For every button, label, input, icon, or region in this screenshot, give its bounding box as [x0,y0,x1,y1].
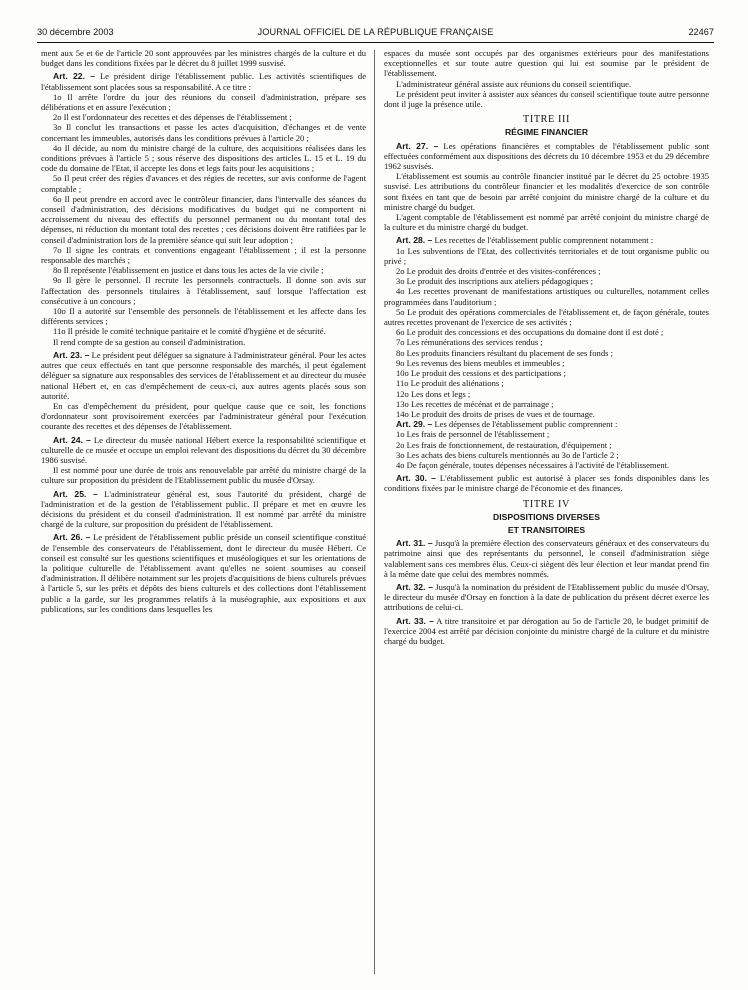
paragraph [384,368,709,378]
article-label: Art. 24. – [53,434,91,445]
left-column [41,48,366,978]
paragraph-text: Jusqu'à la première élection des conservateurs généraux et des conservateurs du patrimoine ainsi que des représentants du personnel, le conseil d'administration siège valablement sans ces membres élus. Ceux-ci siègent dès leur élection et leur mandat prend fin à la même date que celui des membres nommés. [384,538,709,579]
paragraph-text: 2o Les frais de fonctionnement, de restauration, d'équipement ; [396,439,612,450]
paragraph [384,429,709,439]
article-paragraph [41,489,366,530]
article-paragraph [41,71,366,91]
running-header [37,27,714,41]
paragraph-text: L'établissement public est autorisé à placer ses fonds disponibles dans les conditions fixées par le ministre chargé de l'économie et des finances. [384,473,709,494]
paragraph-text: En cas d'empêchement du président, pour quelque cause que ce soit, les fonctions d'ordonnateur sont provisoirement exercées par l'administrateur général pour l'exécution courante des recettes et des dépenses de l'établissement. [41,400,366,432]
paragraph-text: A titre transitoire et par dérogation au 5o de l'article 20, le budget primitif de l'exercice 2004 est arrêté par décision conjointe du ministre chargé de la culture et du ministre chargé du budget. [384,615,709,646]
header-date: 30 décembre 2003 [37,27,114,37]
paragraph [384,348,709,358]
paragraph [384,276,709,286]
article-label: Art. 31. – [396,538,433,549]
paragraph-text: 2o Il est l'ordonnateur des recettes et des dépenses de l'établissement ; [53,112,292,123]
paragraph [41,275,366,306]
paragraph [384,89,709,109]
paragraph-text: 10o Le produit des cessions et des participations ; [396,368,566,379]
article-label: Art. 29. – [396,419,433,430]
paragraph-text: 8o Les produits financiers résultant du placement de ses fonds ; [396,347,613,358]
article-label: Art. 33. – [396,615,434,626]
paragraph-text: 11o Il préside le comité technique paritaire et le comité d'hygiène et de sécurité. [53,326,326,337]
paragraph [384,212,709,232]
paragraph-text: espaces du musée sont occupés par des organismes extérieurs pour des manifestations exceptionnelles et sur toute autre question qui lui est soumise par le président de l'établissement. [384,48,709,79]
header-page-number: 22467 [688,27,714,37]
paragraph-text: 3o Il conclut les transactions et passe les actes d'acquisition, d'échanges et de vente concernant les immeubles, autorisés dans les conditions prévues à l'article 20 ; [41,122,366,143]
paragraph [41,143,366,174]
paragraph [384,286,709,306]
paragraph-text: 6o Il peut prendre en accord avec le contrôleur financier, dans l'intervalle des séances du conseil d'administration, des décisions modificatives du budget qui ne comportent ni accroissement du niveau des effectifs du personnel permanent ou du montant total des dépenses, ni réduction du montant total des recettes ; ces décisions doivent être ratifiées par le conseil d'administration lors de la première séance qui suit leur adoption ; [41,193,366,245]
paragraph [384,389,709,399]
right-column [384,48,709,978]
article-label: Art. 26. – [53,532,91,543]
article-paragraph [41,532,366,614]
paragraph [384,460,709,470]
article-label: Art. 32. – [396,581,433,592]
article-paragraph [41,435,366,466]
article-label: Art. 27. – [396,140,439,151]
paragraph-text: 1o Il arrête l'ordre du jour des réunions du conseil d'administration, prépare ses délibérations et en assure l'exécution ; [41,91,366,113]
article-paragraph [384,616,709,647]
paragraph-text: 5o Il peut créer des régies d'avances et des régies de recettes, sur avis conforme de l'agent comptable ; [41,173,366,194]
paragraph-text: Le président de l'établissement public préside un conseil scientifique constitué de l'ensemble des conservateurs de l'établissement, dont le directeur du musée Hébert. Ce conseil est consulté sur les questions scientifiques et muséologiques et sur les orientations de la politique culturelle de l'établissement avant qu'elles ne soient soumises au conseil d'administration. Il délibère notamment sur les projets d'acquisitions de biens culturels prévues à l'article 5, sur les prêts et dépôts des biens culturels et des collections dont l'établissement public a la garde, sur les programmes relatifs à la muséographie, aux expositions et aux publications, sur les conditions dans lesquelles les [41,532,366,614]
paragraph-text: Le président peut inviter à assister aux séances du conseil scientifique toute autre personne dont il juge la présence utile. [384,88,709,110]
article-paragraph [384,473,709,493]
paragraph-text: 4o Il décide, au nom du ministre chargé de la culture, des acquisitions réalisées dans les conditions prévues à l'article 5 ; sous réserve des dispositions des articles L. 15 et L. 19 du code du domaine de l'Etat, il accepte les dons et legs faits pour les acquisitions ; [41,142,366,174]
paragraph [41,194,366,245]
paragraph [41,465,366,485]
article-paragraph [384,538,709,579]
paragraph [41,122,366,142]
paragraph-text: 2o Le produit des droits d'entrée et des visites-conférences ; [396,266,601,277]
paragraph [384,409,709,419]
article-label: Art. 25. – [53,488,98,499]
paragraph [41,173,366,193]
column-divider [374,50,375,974]
paragraph-text: 14o Le produit des droits de prises de vues et de tournage. [396,408,595,419]
paragraph-text: 4o Les recettes provenant de manifestations artistiques ou culturelles, notamment celles programmées dans l'auditorium ; [384,286,709,307]
paragraph [384,378,709,388]
section-subtitle: DISPOSITIONS DIVERSES [493,511,600,522]
paragraph-text: 9o Il gère le personnel. Il recrute les personnels contractuels. Il donne son avis sur l'affectation des personnels titulaires à l'établissement, sauf lorsque l'affectation est consécutive à un concours ; [41,275,366,306]
paragraph [41,306,366,326]
paragraph [384,327,709,337]
paragraph-text: L'établissement est soumis au contrôle financier institué par le décret du 25 octobre 1935 susvisé. Les attributions du contrôleur financier et les modalités d'exercice de son contrôle sont fixées en tant que de besoin par arrêté conjoint du ministre chargé de la culture et du ministre chargé du budget. [384,171,709,212]
article-label: Art. 30. – [396,473,436,484]
paragraph [384,440,709,450]
paragraph [384,450,709,460]
paragraph-text: 9o Les revenus des biens meubles et immeubles ; [396,357,565,368]
article-paragraph [384,419,709,429]
paragraph-text: 11o Le produit des aliénations ; [396,378,504,389]
paragraph-text: ment aux 5e et 6e de l'article 20 sont approuvées par les ministres chargés de la culture et du budget dans les conditions fixées par le décret du 8 juillet 1999 susvisé. [41,48,366,69]
paragraph-text: Le président peut déléguer sa signature à l'administrateur général. Pour les actes autres que ceux effectués en tant que personne responsable des marchés, il peut également déléguer sa signature aux responsables des services de l'établissement et au directeur du musée national Hébert et, en cas d'empêchement de ceux-ci, aux autres agents placés sous son autorité. [41,349,366,401]
paragraph [41,92,366,112]
article-label: Art. 22. – [53,71,95,82]
header-rule [37,42,714,43]
paragraph [41,337,366,347]
paragraph-text: Les opérations financières et comptables de l'établissement public sont effectuées conformément aux dispositions des décrets du 10 décembre 1953 et du 29 décembre 1962 susvisés. [384,140,709,172]
article-label: Art. 28. – [396,235,433,246]
section-subtitle: ET TRANSITOIRES [507,524,586,535]
paragraph-text: Les recettes de l'établissement public comprennent notamment : [432,235,654,246]
paragraph-text: 10o Il a autorité sur l'ensemble des personnels de l'établissement et les affecte dans les différents services ; [41,306,366,327]
paragraph [41,265,366,275]
article-label: Art. 23. – [53,349,90,360]
article-paragraph [384,141,709,172]
paragraph-text: Jusqu'à la nomination du président de l'Etablissement public du musée d'Orsay, le directeur du musée d'Orsay en fonction à la date de publication du présent décret exerce les attributions de celui-ci. [384,581,709,613]
paragraph-text: Il est nommé pour une durée de trois ans renouvelable par arrêté du ministre chargé de la culture sur proposition du président de l'Etablissement public du musée d'Orsay. [41,465,366,486]
paragraph-text: L'agent comptable de l'établissement est nommé par arrêté conjoint du ministre chargé de la culture et du ministre chargé du budget. [384,212,709,233]
article-paragraph [384,235,709,245]
paragraph [41,326,366,336]
paragraph [41,401,366,432]
article-paragraph [384,582,709,613]
paragraph [384,337,709,347]
paragraph [384,79,709,89]
header-journal-title: JOURNAL OFFICIEL DE LA RÉPUBLIQUE FRANÇAISE [257,27,494,37]
paragraph-text: L'administrateur général assiste aux réunions du conseil scientifique. [396,78,632,89]
paragraph [384,266,709,276]
paragraph [41,245,366,265]
paragraph-text: 12o Les dons et legs ; [396,388,471,399]
paragraph-text: 4o De façon générale, toutes dépenses nécessaires à l'activité de l'établissement. [396,459,670,470]
paragraph-text: 3o Le produit des inscriptions aux ateliers pédagogiques ; [396,276,594,287]
paragraph-text: 5o Le produit des opérations commerciales de l'établissement et, de façon générale, toutes autres recettes provenant de l'exercice de ses activités ; [384,306,709,328]
paragraph-text: 7o Il signe les contrats et conventions engageant l'établissement ; il est la personne responsable des marchés ; [41,244,366,266]
paragraph-text: 6o Le produit des concessions et des occupations du domaine dont il est doté ; [396,327,664,338]
section-title: TITRE IV [523,498,570,510]
paragraph-text: 13o Les recettes de mécénat et de parrainage ; [396,398,554,409]
paragraph-text: Le président dirige l'établissement public. Les activités scientifiques de l'établissement sont placées sous sa responsabilité. A ce titre : [41,71,366,92]
paragraph [41,112,366,122]
paragraph [384,399,709,409]
paragraph [384,246,709,266]
paragraph [384,48,709,79]
paragraph [384,358,709,368]
paragraph-text: Le directeur du musée national Hébert exerce la responsabilité scientifique et culturelle de ce musée et occupe un emploi relevant des dispositions du décret du 30 décembre 1986 susvisé. [41,434,366,465]
paragraph-text: 8o Il représente l'établissement en justice et dans tous les actes de la vie civile ; [53,265,324,276]
article-paragraph [41,350,366,401]
paragraph [41,48,366,68]
paragraph-text: 1o Les subventions de l'Etat, des collectivités territoriales et de tout organisme public ou privé ; [384,245,709,266]
paragraph-text: 7o Les rémunérations des services rendus ; [396,337,543,348]
section-title: TITRE III [523,114,570,126]
paragraph [384,171,709,212]
paragraph-text: Les dépenses de l'établissement public comprennent : [432,419,618,430]
paragraph-text: 1o Les frais de personnel de l'établissement ; [396,429,550,440]
section-subtitle: RÉGIME FINANCIER [504,127,589,138]
paragraph [384,307,709,327]
paragraph-text: L'administrateur général est, sous l'autorité du président, chargé de l'administration et de la gestion de l'établissement public. Il prépare et met en œuvre les décisions du président et du conseil d'administration. Il est nommé par arrêté du ministre chargé de la culture, sur proposition du président de l'établissement. [41,488,366,530]
paragraph-text: Il rend compte de sa gestion au conseil d'administration. [53,336,246,347]
paragraph-text: 3o Les achats des biens culturels mentionnés au 3o de l'article 2 ; [396,449,619,460]
